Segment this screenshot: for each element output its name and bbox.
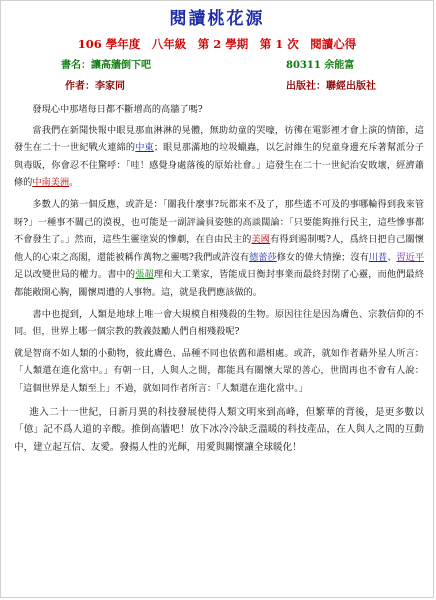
paragraph-4: 書中也提到，人類是地球上唯一會大規模自相殘殺的生物。原因往往是因為膚色、宗教信仰的不同。但，世界上哪一個宗教的教義鼓勵人們自相殘殺呢? [14, 308, 424, 338]
essay-body [1, 101, 433, 456]
place-central-south-america: 中南美洲 [32, 177, 70, 189]
paragraph-5: 就是智商不如人類的小動物，彼此膚色、品種不同也依舊和諧相處。或許，就如作者藉外星人所言：「人類還在進化當中。」有朝一日，人與人之間，都能具有關懷大眾的善心，世間再也不會有人說：「這個世界是人類至上」不過，就如同作者所言：「人類還在進化當中。」 [14, 347, 424, 394]
name-xi: 習近平 [396, 251, 425, 263]
meta-row-book [1, 57, 433, 75]
author-name: 李家同 [95, 81, 125, 92]
meta-row-author [1, 78, 433, 96]
name-teresa: 德蕾莎 [249, 251, 277, 263]
place-usa: 美國 [251, 234, 271, 246]
name-trump: 川普 [368, 251, 388, 263]
student-info: 80311 余能富 [286, 60, 355, 71]
publisher-name: 聯經出版社 [326, 81, 376, 92]
publisher-info: 出版社：聯經出版社 [286, 81, 376, 92]
name-zhang: 張超 [135, 269, 154, 281]
paragraph-3: 多數人的第一個反應，或許是：「關我什麼事?玩都來不及了，那些遙不可及的事哪輪得到我來管呀?」一種事不關己的漠視，也可能是一副評論員姿態的高談闊論：「只要能夠推行民主，這些慘事都不會發生了。」然而，這些生靈塗炭的慘劇，在自由民主的美國有得到遏制嗎?人，爲終日把自己關懷他人的心束之高閣，還能被稱作萬物之靈嗎?我們或許沒有德蕾莎修女的偉大情操；沒有川普、習近平足以改變世局的權力。書中的張超理和大工業家，皆能成日衡封事業而最終封閉了心靈，而他們最終都能敞開心胸，關懷周遭的人事物。這，就是我們應該做的。 [14, 198, 425, 298]
book-title: 讓高牆倒下吧 [91, 60, 151, 71]
place-middle-east: 中東 [135, 142, 154, 154]
author-info: 作者：李家同 [65, 81, 125, 92]
paragraph-2: 當我們在新聞快報中眼見那血淋淋的晃體，無助幼童的哭嚎，彷彿在電影裡才會上演的情節，這發生在二十一世紀戰火連綿的中東；眼見那滿地的垃圾蠟蟲，以乞討維生的兒童身邊充斥著幫派分子與毒販，你會忍不住驚呼：「哇！感覺身處落後的原始社會。」這發生在二十一世紀治安敗壞，經濟蕭條的中南美洲。 [14, 124, 425, 189]
paragraph-1: 發現心中那堵每日都不斷增高的高牆了嗎? [32, 104, 203, 115]
book-info: 書名：讓高牆倒下吧 [61, 60, 151, 71]
essay-subtitle: 106 學年度 八年級 第 2 學期 第 1 次 閱讀心得 [77, 37, 357, 51]
paragraph-6: 進入二十一世紀，日新月異的科技發展使得人類文明來到高峰，但繁華的背後，是更多數以「億」記不爲人道的辛酸。推倒高牆吧！放下冰冷冷缺乏溫暖的科技產品，在人與人之間的互動中，建立起互信、友愛。發揚人性的光輝，用愛與關懷讓全球暖化！ [14, 406, 424, 453]
page-title: 閱讀桃花源 [169, 9, 265, 29]
